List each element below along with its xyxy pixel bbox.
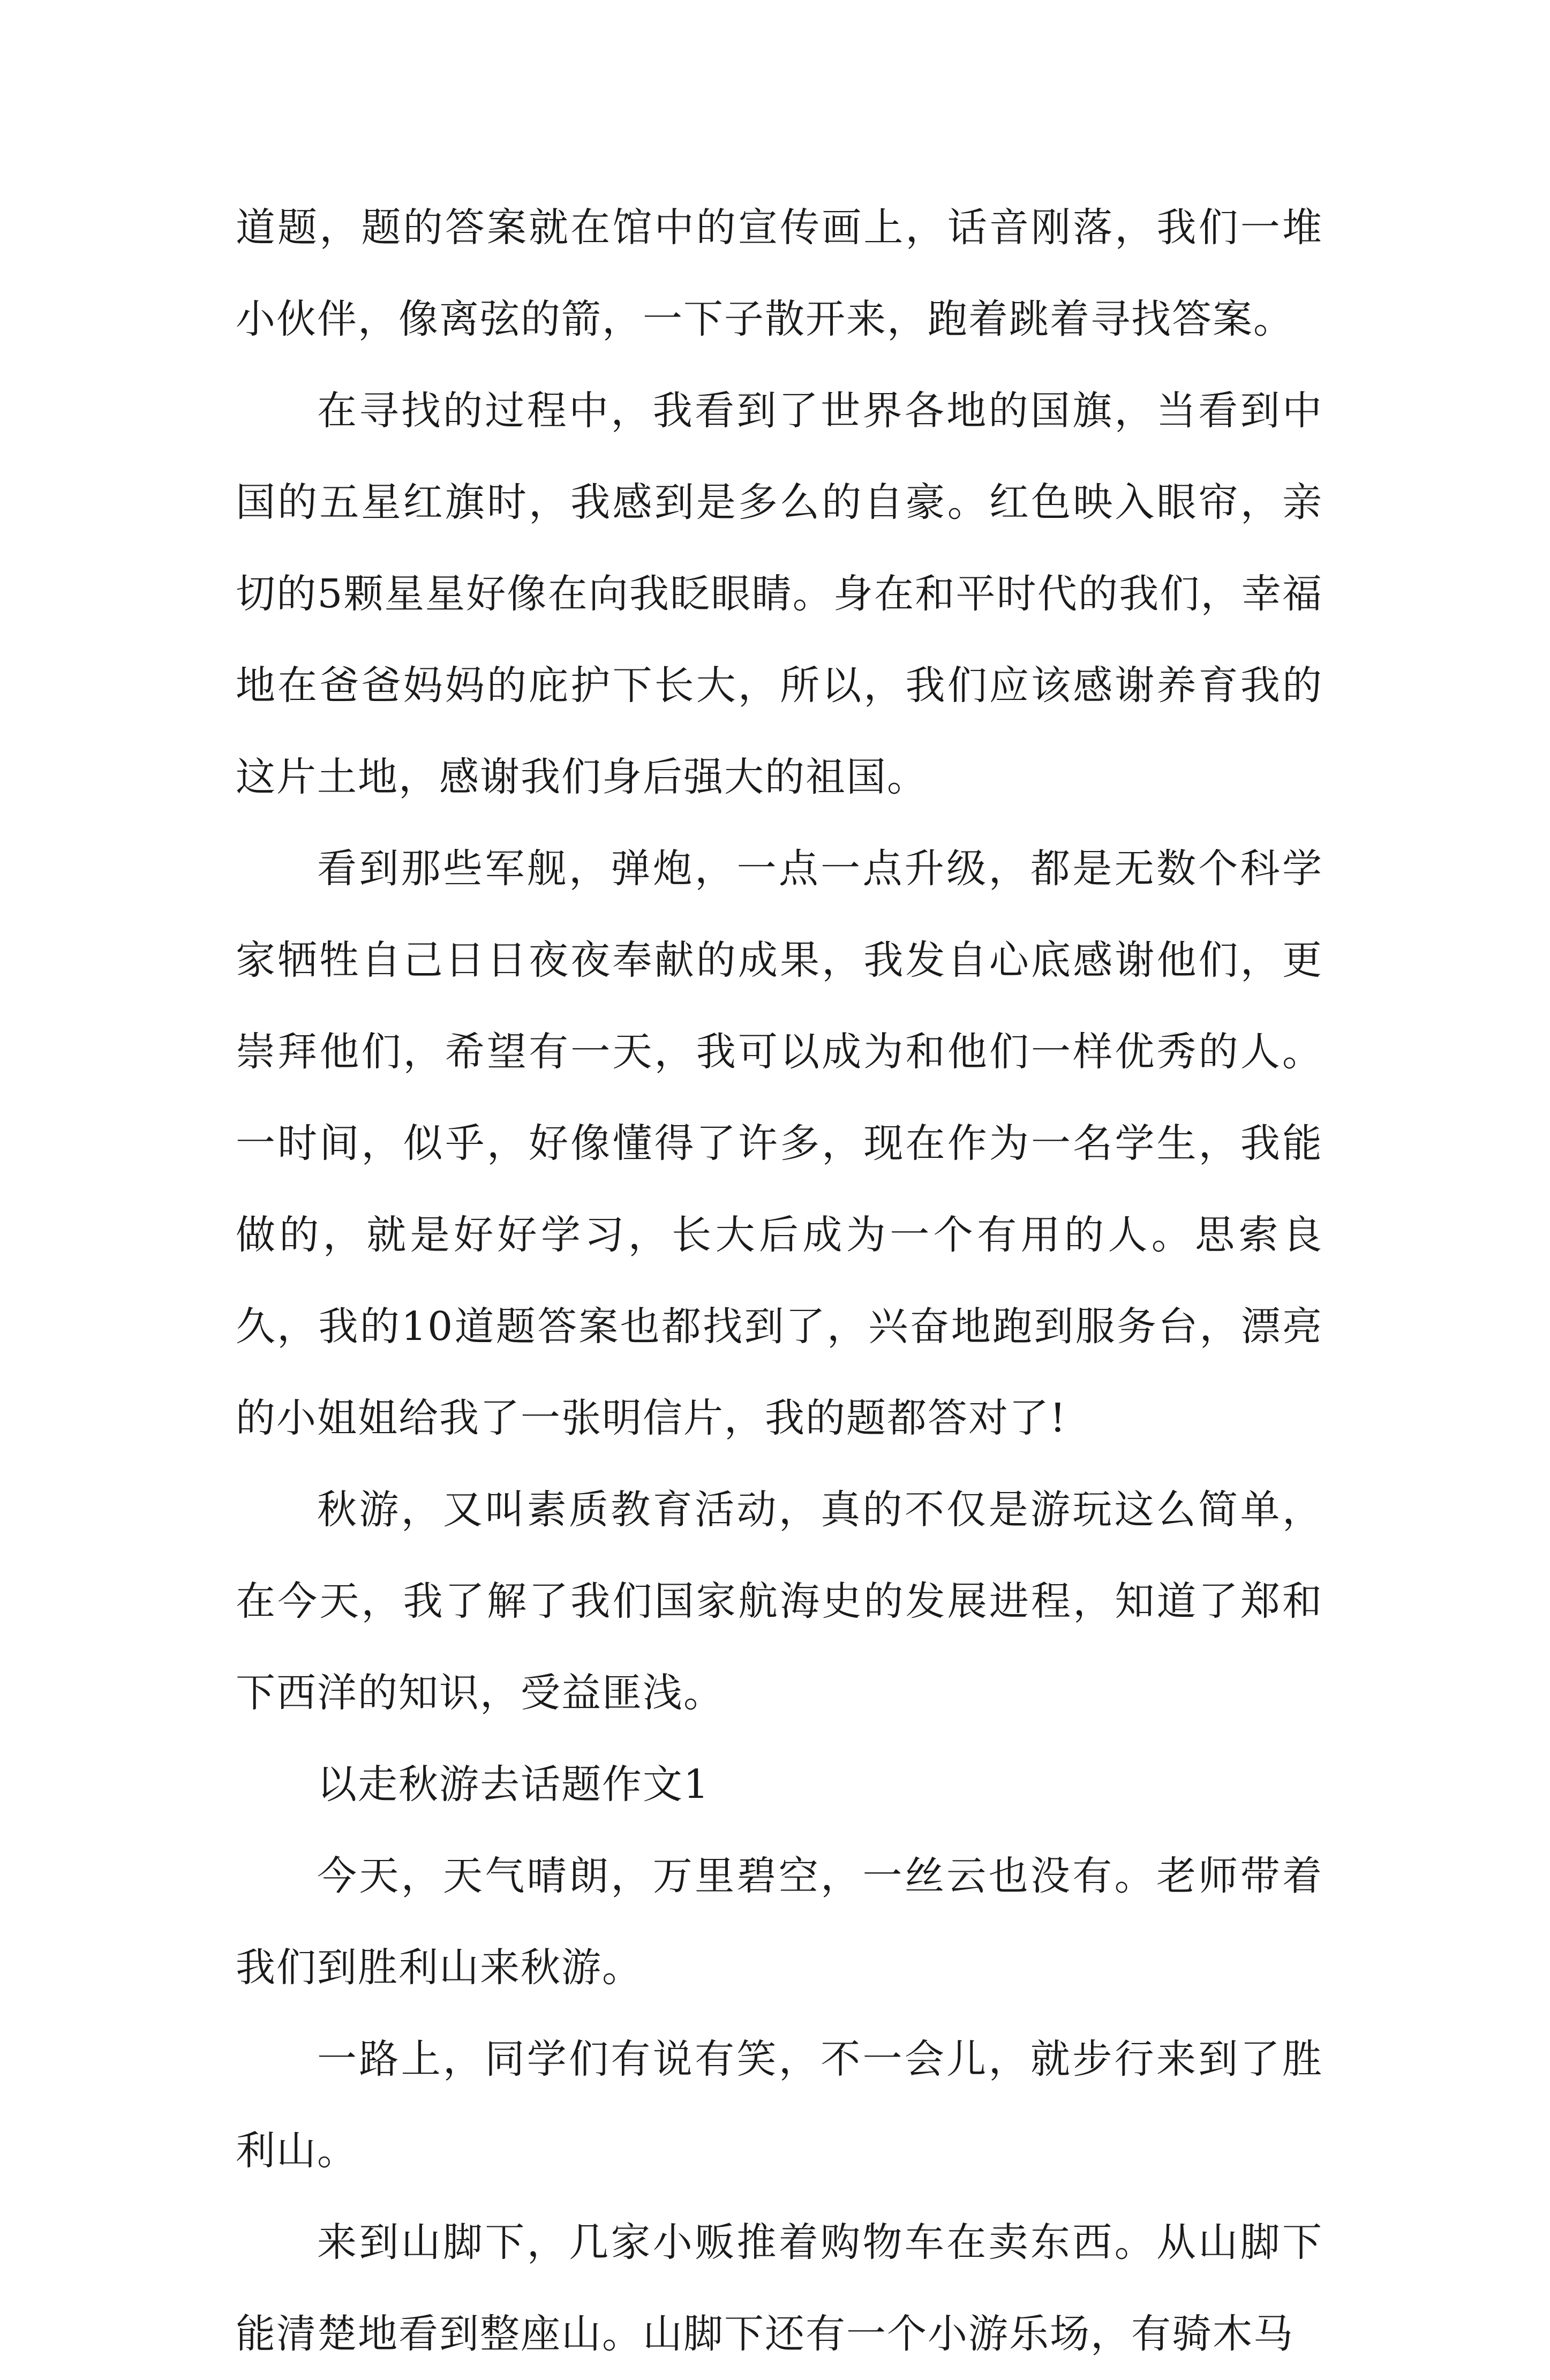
paragraph-3: 看到那些军舰，弹炮，一点一点升级，都是无数个科学家牺牲自己日日夜夜奉献的成果，我发自心底感谢他们，更崇拜他们，希望有一天，我可以成为和他们一样优秀的人。一时间，似乎，好像懂得了许多，现在作为一名学生，我能做的，就是好好学习，长大后成为一个有用的人。思索良久，我的10道题答案也都找到了，兴奋地跑到服务台，漂亮的小姐姐给我了一张明信片，我的题都答对了!: [236, 846, 1323, 1441]
paragraph-1: 道题，题的答案就在馆中的宣传画上，话音刚落，我们一堆小伙伴，像离弦的箭，一下子散开来，跑着跳着寻找答案。: [236, 205, 1323, 342]
paragraph-5: 今天，天气晴朗，万里碧空，一丝云也没有。老师带着我们到胜利山来秋游。: [236, 1853, 1323, 1991]
body-text: [236, 182, 1323, 2380]
paragraph-7: 来到山脚下，几家小贩推着购物车在卖东西。从山脚下能清楚地看到整座山。山脚下还有一个小游乐场，有骑木马: [236, 2219, 1323, 2357]
section-heading: 以走秋游去话题作文1: [317, 1761, 710, 1807]
paragraph-6: 一路上，同学们有说有笑，不一会儿，就步行来到了胜利山。: [236, 2036, 1323, 2174]
paragraph-2: 在寻找的过程中，我看到了世界各地的国旗，当看到中国的五星红旗时，我感到是多么的自豪。红色映入眼帘，亲切的5颗星星好像在向我眨眼睛。身在和平时代的我们，幸福地在爸爸妈妈的庇护下长大，所以，我们应该感谢养育我的这片土地，感谢我们身后强大的祖国。: [236, 388, 1323, 800]
paragraph-4: 秋游，又叫素质教育活动，真的不仅是游玩这么简单，在今天，我了解了我们国家航海史的发展进程，知道了郑和下西洋的知识，受益匪浅。: [236, 1487, 1323, 1716]
